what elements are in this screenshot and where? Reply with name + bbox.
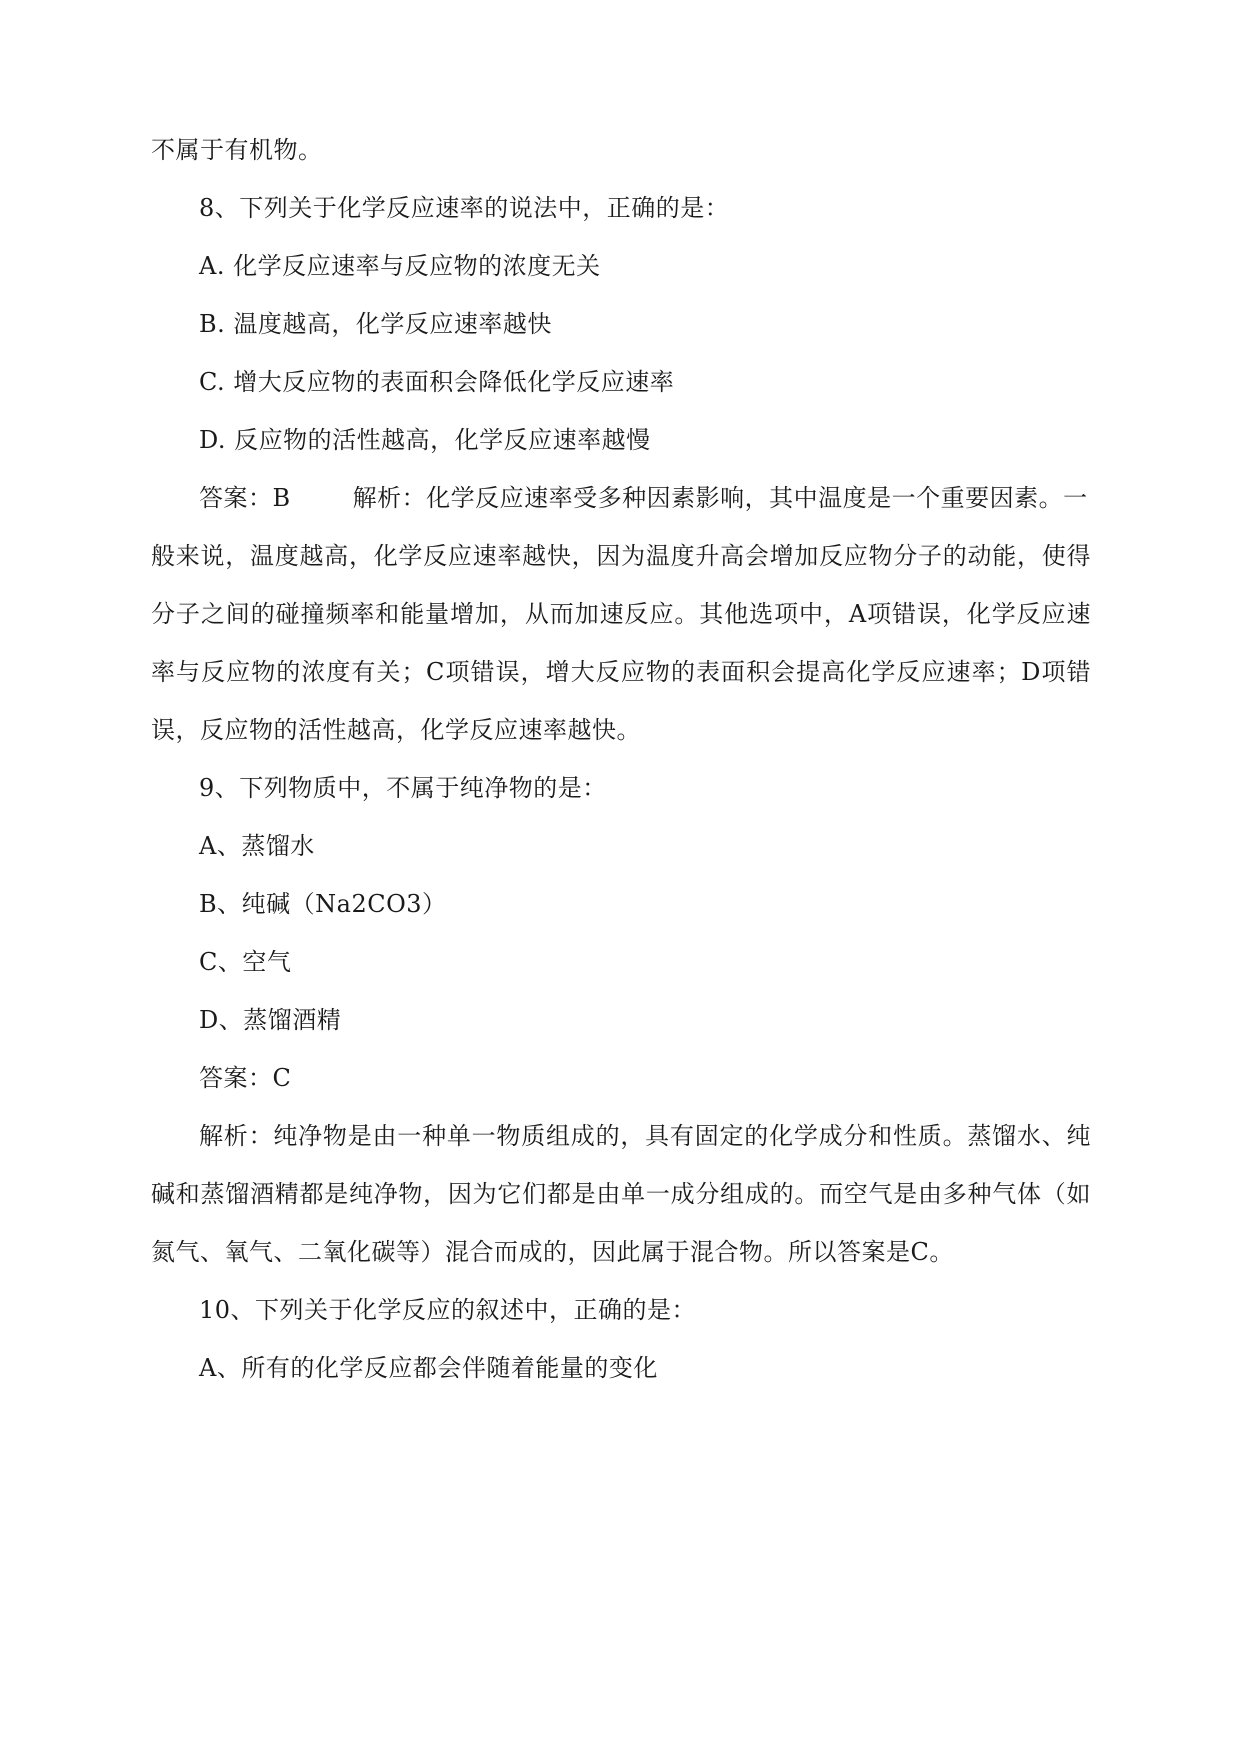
- question-8-stem: 8、下列关于化学反应速率的说法中，正确的是：: [199, 194, 730, 222]
- question-9-option-d: D、蒸馏酒精: [199, 1006, 342, 1034]
- question-8-answer-row: [199, 482, 1088, 514]
- question-8-option-a: A. 化学反应速率与反应物的浓度无关: [199, 252, 601, 280]
- question-8-explanation-line: 误，反应物的活性越高，化学反应速率越快。: [151, 716, 641, 744]
- question-9-option-a: A、蒸馏水: [199, 832, 315, 860]
- question-8-explanation-line: 分子之间的碰撞频率和能量增加，从而加速反应。其他选项中，A项错误，化学反应速: [151, 600, 1091, 628]
- question-8-explanation-start: 解析：化学反应速率受多种因素影响，其中温度是一个重要因素。一: [352, 484, 1088, 512]
- question-9-stem: 9、下列物质中，不属于纯净物的是：: [199, 774, 607, 802]
- question-9-explanation-line: 碱和蒸馏酒精都是纯净物，因为它们都是由单一成分组成的。而空气是由多种气体（如: [151, 1180, 1091, 1208]
- paragraph-line: 不属于有机物。: [151, 136, 323, 164]
- question-8-explanation-line: 般来说，温度越高，化学反应速率越快，因为温度升高会增加反应物分子的动能，使得: [151, 542, 1091, 570]
- question-9-explanation-line: 解析：纯净物是由一种单一物质组成的，具有固定的化学成分和性质。蒸馏水、纯: [199, 1122, 1091, 1150]
- question-10-stem: 10、下列关于化学反应的叙述中，正确的是：: [199, 1296, 697, 1324]
- question-9-explanation-line: 氮气、氧气、二氧化碳等）混合而成的，因此属于混合物。所以答案是C。: [151, 1238, 954, 1266]
- question-8-option-b: B. 温度越高，化学反应速率越快: [199, 310, 552, 338]
- question-8-answer: 答案：B: [199, 484, 291, 512]
- question-8-option-c: C. 增大反应物的表面积会降低化学反应速率: [199, 368, 675, 396]
- question-9-option-c: C、空气: [199, 948, 292, 976]
- question-9-option-b: B、纯碱（Na2CO3）: [199, 890, 447, 918]
- question-10-option-a: A、所有的化学反应都会伴随着能量的变化: [199, 1354, 658, 1382]
- question-8-explanation-line: 率与反应物的浓度有关；C项错误，增大反应物的表面积会提高化学反应速率；D项错: [151, 658, 1091, 686]
- question-8-option-d: D. 反应物的活性越高，化学反应速率越慢: [199, 426, 651, 454]
- question-9-answer: 答案：C: [199, 1064, 292, 1092]
